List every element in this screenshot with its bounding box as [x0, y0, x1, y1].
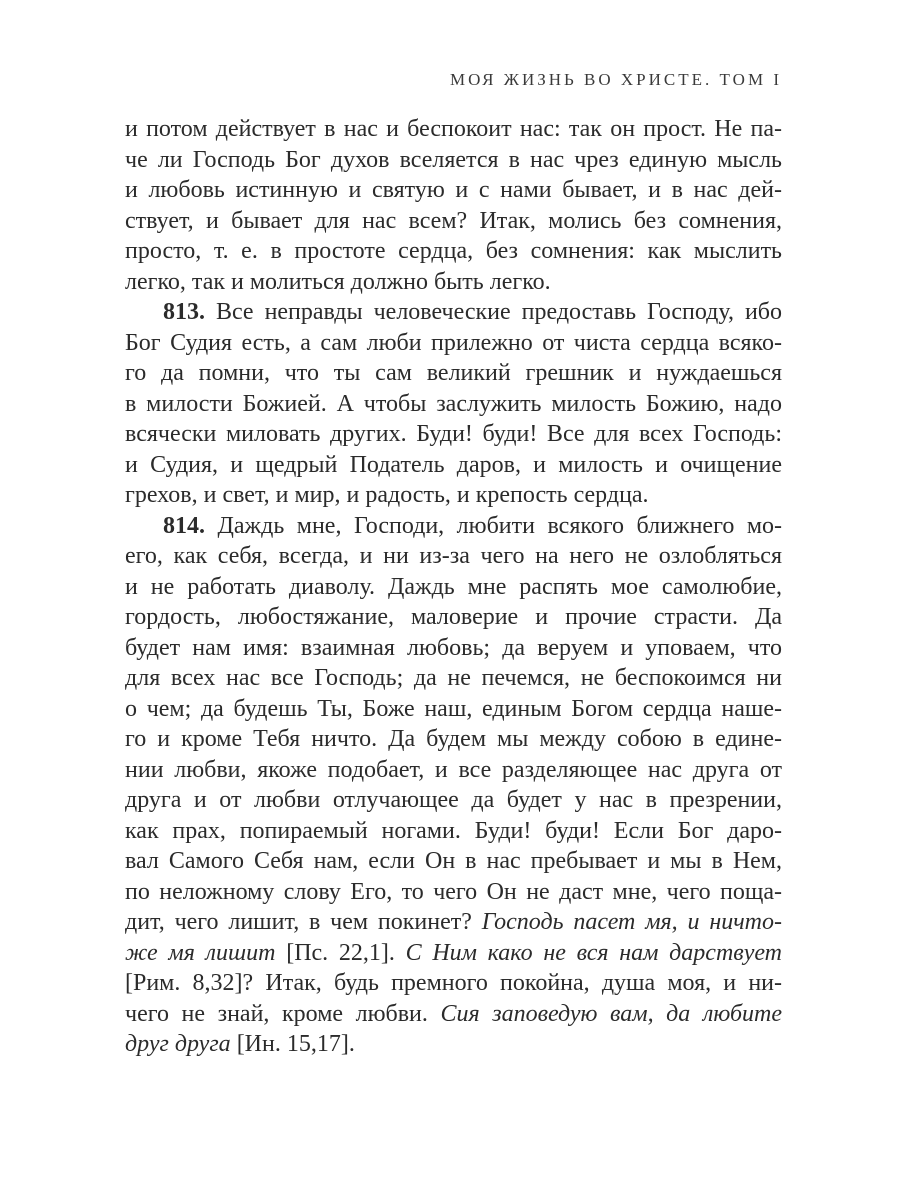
text-segment: и любовь истинную и святую и с нами бывает, и в нас дей-: [125, 177, 782, 203]
text-segment: для всех нас все Господь; да не печемся, не беспокоимся ни: [125, 665, 782, 691]
text-segment: Все неправды человеческие предоставь Господу, ибо: [205, 299, 782, 325]
text-line: [125, 602, 782, 633]
text-segment: дит, чего лишит, в чем покинет?: [125, 909, 482, 935]
text-line: [125, 633, 782, 664]
text-line: [125, 755, 782, 786]
text-line: [125, 450, 782, 481]
text-segment: чего не знай, кроме любви.: [125, 1000, 441, 1027]
text-line: [125, 541, 782, 572]
text-segment: че ли Господь Бог духов вселяется в нас чрез единую мысль: [125, 146, 782, 173]
text-line: [125, 267, 782, 298]
text-segment: [Ин. 15,17].: [230, 1031, 355, 1057]
text-segment: Бог Судия есть, а сам люби прилежно от чиста сердца всяко-: [125, 329, 782, 356]
scripture-quote: друг друга: [125, 1031, 231, 1057]
text-segment: Даждь мне, Господи, любити всякого ближнего мо-: [205, 512, 782, 539]
text-line: [125, 572, 782, 603]
text-line: [125, 816, 782, 847]
text-line: [125, 236, 782, 267]
text-line: [125, 419, 782, 450]
text-line: [125, 114, 782, 145]
paragraph-number: 813.: [163, 299, 205, 325]
text-segment: друга и от любви отлучающее да будет у нас в презрении,: [125, 787, 782, 813]
body-text: [125, 114, 782, 1060]
text-segment: легко, так и молиться должно быть легко.: [125, 268, 551, 295]
running-title: МОЯ ЖИЗНЬ ВО ХРИСТЕ. ТОМ I: [449, 70, 782, 89]
text-line: [125, 1029, 782, 1060]
text-line: [125, 938, 782, 969]
text-line: [125, 480, 782, 511]
paragraph-continued: [125, 114, 782, 297]
text-segment: по неложному слову Его, то чего Он не даст мне, чего поща-: [125, 878, 782, 905]
text-segment: будет нам имя: взаимная любовь; да веруем и уповаем, что: [125, 634, 782, 661]
scripture-quote: Сия заповедую вам, да любите: [440, 1000, 783, 1027]
text-line: [125, 846, 782, 877]
text-line: [125, 785, 782, 816]
text-line: [125, 877, 782, 908]
text-segment: в милости Божией. А чтобы заслужить милость Божию, надо: [125, 390, 782, 417]
text-line: [125, 511, 782, 542]
text-segment: [Пс. 22,1].: [275, 939, 406, 966]
text-line: [125, 328, 782, 359]
text-segment: грехов, и свет, и мир, и радость, и крепость сердца.: [125, 482, 649, 508]
text-line: [125, 907, 782, 938]
text-segment: вал Самого Себя нам, если Он в нас пребывает и мы в Нем,: [125, 848, 782, 874]
text-line: [125, 663, 782, 694]
text-segment: го и кроме Тебя ничто. Да будем мы между собою в едине-: [125, 726, 782, 752]
scripture-quote: же мя лишит: [125, 939, 276, 966]
text-line: [125, 724, 782, 755]
text-line: [125, 389, 782, 420]
text-line: [125, 358, 782, 389]
text-segment: гордость, любостяжание, маловерие и прочие страсти. Да: [125, 604, 782, 630]
scripture-quote: С Ним како не вся нам дарствует: [405, 939, 783, 966]
text-segment: и не работать диаволу. Даждь мне распять мое самолюбие,: [125, 573, 782, 600]
text-segment: как прах, попираемый ногами. Буди! буди! Если Бог даро-: [125, 817, 782, 844]
text-line: [125, 175, 782, 206]
text-segment: всячески миловать других. Буди! буди! Все для всех Господь:: [125, 421, 782, 447]
text-line: [125, 206, 782, 237]
scripture-quote: Господь пасет мя, и ничто-: [481, 909, 783, 935]
text-segment: и Судия, и щедрый Податель даров, и милость и очищение: [125, 451, 782, 478]
text-segment: его, как себя, всегда, и ни из-за чего на него не озлобляться: [125, 543, 782, 569]
paragraph-813: [125, 297, 782, 511]
text-line: [125, 145, 782, 176]
text-line: [125, 968, 782, 999]
text-segment: просто, т. е. в простоте сердца, без сомнения: как мыслить: [125, 238, 782, 264]
text-line: [125, 999, 782, 1030]
text-line: [125, 297, 782, 328]
paragraph-number: 814.: [163, 512, 205, 539]
text-segment: [Рим. 8,32]? Итак, будь премного покойна, душа моя, и ни-: [125, 970, 782, 996]
text-segment: и потом действует в нас и беспокоит нас: так он прост. Не па-: [125, 116, 782, 142]
paragraph-814: [125, 511, 782, 1060]
text-segment: о чем; да будешь Ты, Боже наш, единым Богом сердца наше-: [125, 695, 782, 722]
text-segment: нии любви, якоже подобает, и все разделяющее нас друга от: [125, 756, 782, 783]
text-segment: го да помни, что ты сам великий грешник и нуждаешься: [125, 360, 782, 386]
text-line: [125, 694, 782, 725]
text-segment: ствует, и бывает для нас всем? Итак, молись без сомнения,: [125, 207, 782, 234]
